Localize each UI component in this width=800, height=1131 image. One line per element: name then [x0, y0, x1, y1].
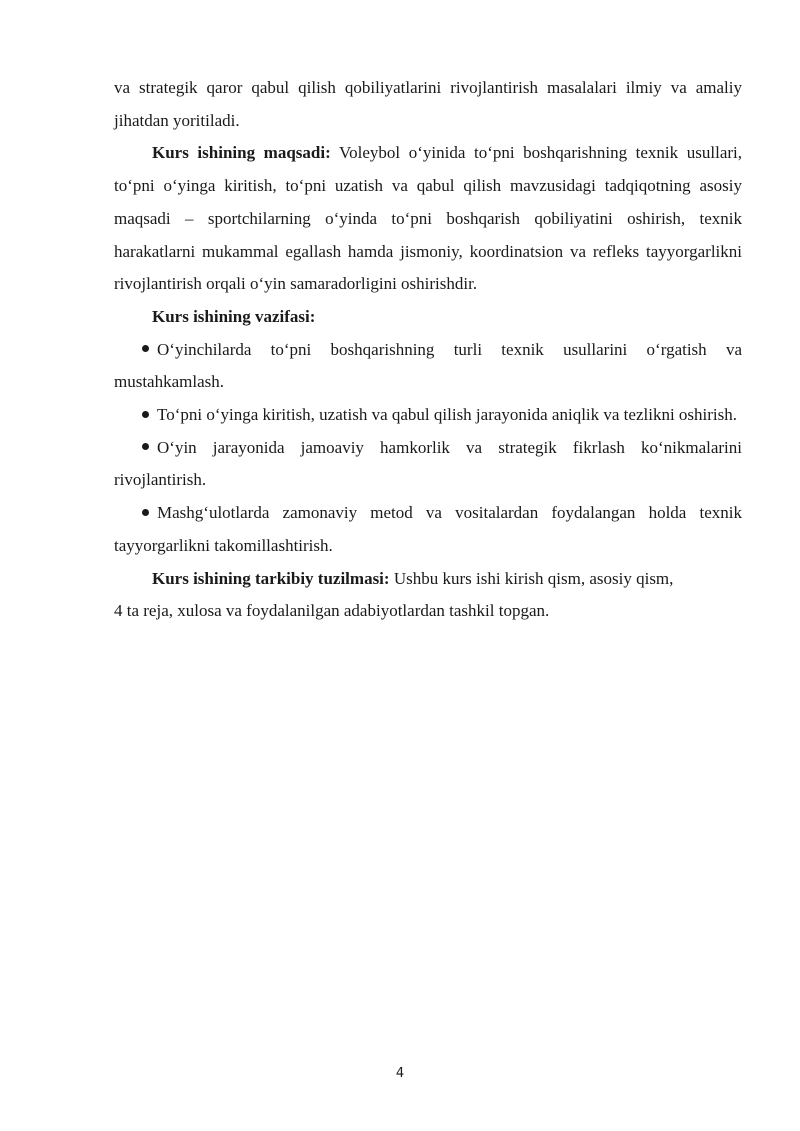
- task-item-3: [114, 432, 742, 497]
- task-text-2: To‘pni o‘yinga kiritish, uzatish va qabul qilish jarayonida aniqlik va tezlikni oshirish.: [157, 405, 738, 425]
- task-item-2: [114, 399, 742, 432]
- goal-text: Voleybol o‘yinida to‘pni boshqarishning texnik usullari, to‘pni o‘yinga kiritish, to‘pni uzatish va qabul qilish mavzusidagi tadqiqotning asosiy maqsadi – sportchilarning o‘yinda to‘pni boshqarish qobiliyatini oshirish, texnik harakatlarni mukammal egallash hamda jismoniy, koordinatsion va refleks tayyorgarlikni rivojlantirish orqali o‘yin samaradorligini oshirishdir.: [114, 143, 742, 294]
- task-item-4: [114, 497, 742, 562]
- task-text-1: O‘yinchilarda to‘pni boshqarishning turli texnik usullarini o‘rgatish va mustahkamlash.: [114, 339, 742, 392]
- task-text-4: Mashg‘ulotlarda zamonaviy metod va vositalardan foydalangan holda texnik tayyorgarlikni takomillashtirish.: [114, 503, 742, 555]
- structure-text-1: Ushbu kurs ishi kirish qism, asosiy qism,: [389, 568, 674, 588]
- bullet-icon: [142, 345, 149, 352]
- bullet-icon: [142, 443, 149, 450]
- document-body: [114, 72, 742, 628]
- structure-heading: Kurs ishining tarkibiy tuzilmasi:: [152, 568, 390, 588]
- structure-paragraph-line1: [114, 563, 742, 596]
- page-number: 4: [395, 1066, 405, 1081]
- structure-paragraph-line2: 4 ta reja, xulosa va foydalanilgan adabiyotlardan tashkil topgan.: [114, 601, 550, 621]
- tasks-heading: Kurs ishining vazifasi:: [152, 306, 316, 326]
- tasks-heading-paragraph: [114, 301, 742, 334]
- goal-paragraph: [114, 137, 742, 301]
- bullet-icon: [142, 509, 149, 516]
- task-text-3: O‘yin jarayonida jamoaviy hamkorlik va strategik fikrlash ko‘nikmalarini rivojlantirish.: [114, 437, 742, 490]
- bullet-icon: [142, 411, 149, 418]
- task-item-1: [114, 334, 742, 399]
- intro-paragraph: va strategik qaror qabul qilish qobiliyatlarini rivojlantirish masalalari ilmiy va amaliy jihatdan yoritiladi.: [114, 78, 742, 130]
- goal-heading: Kurs ishining maqsadi:: [152, 143, 331, 163]
